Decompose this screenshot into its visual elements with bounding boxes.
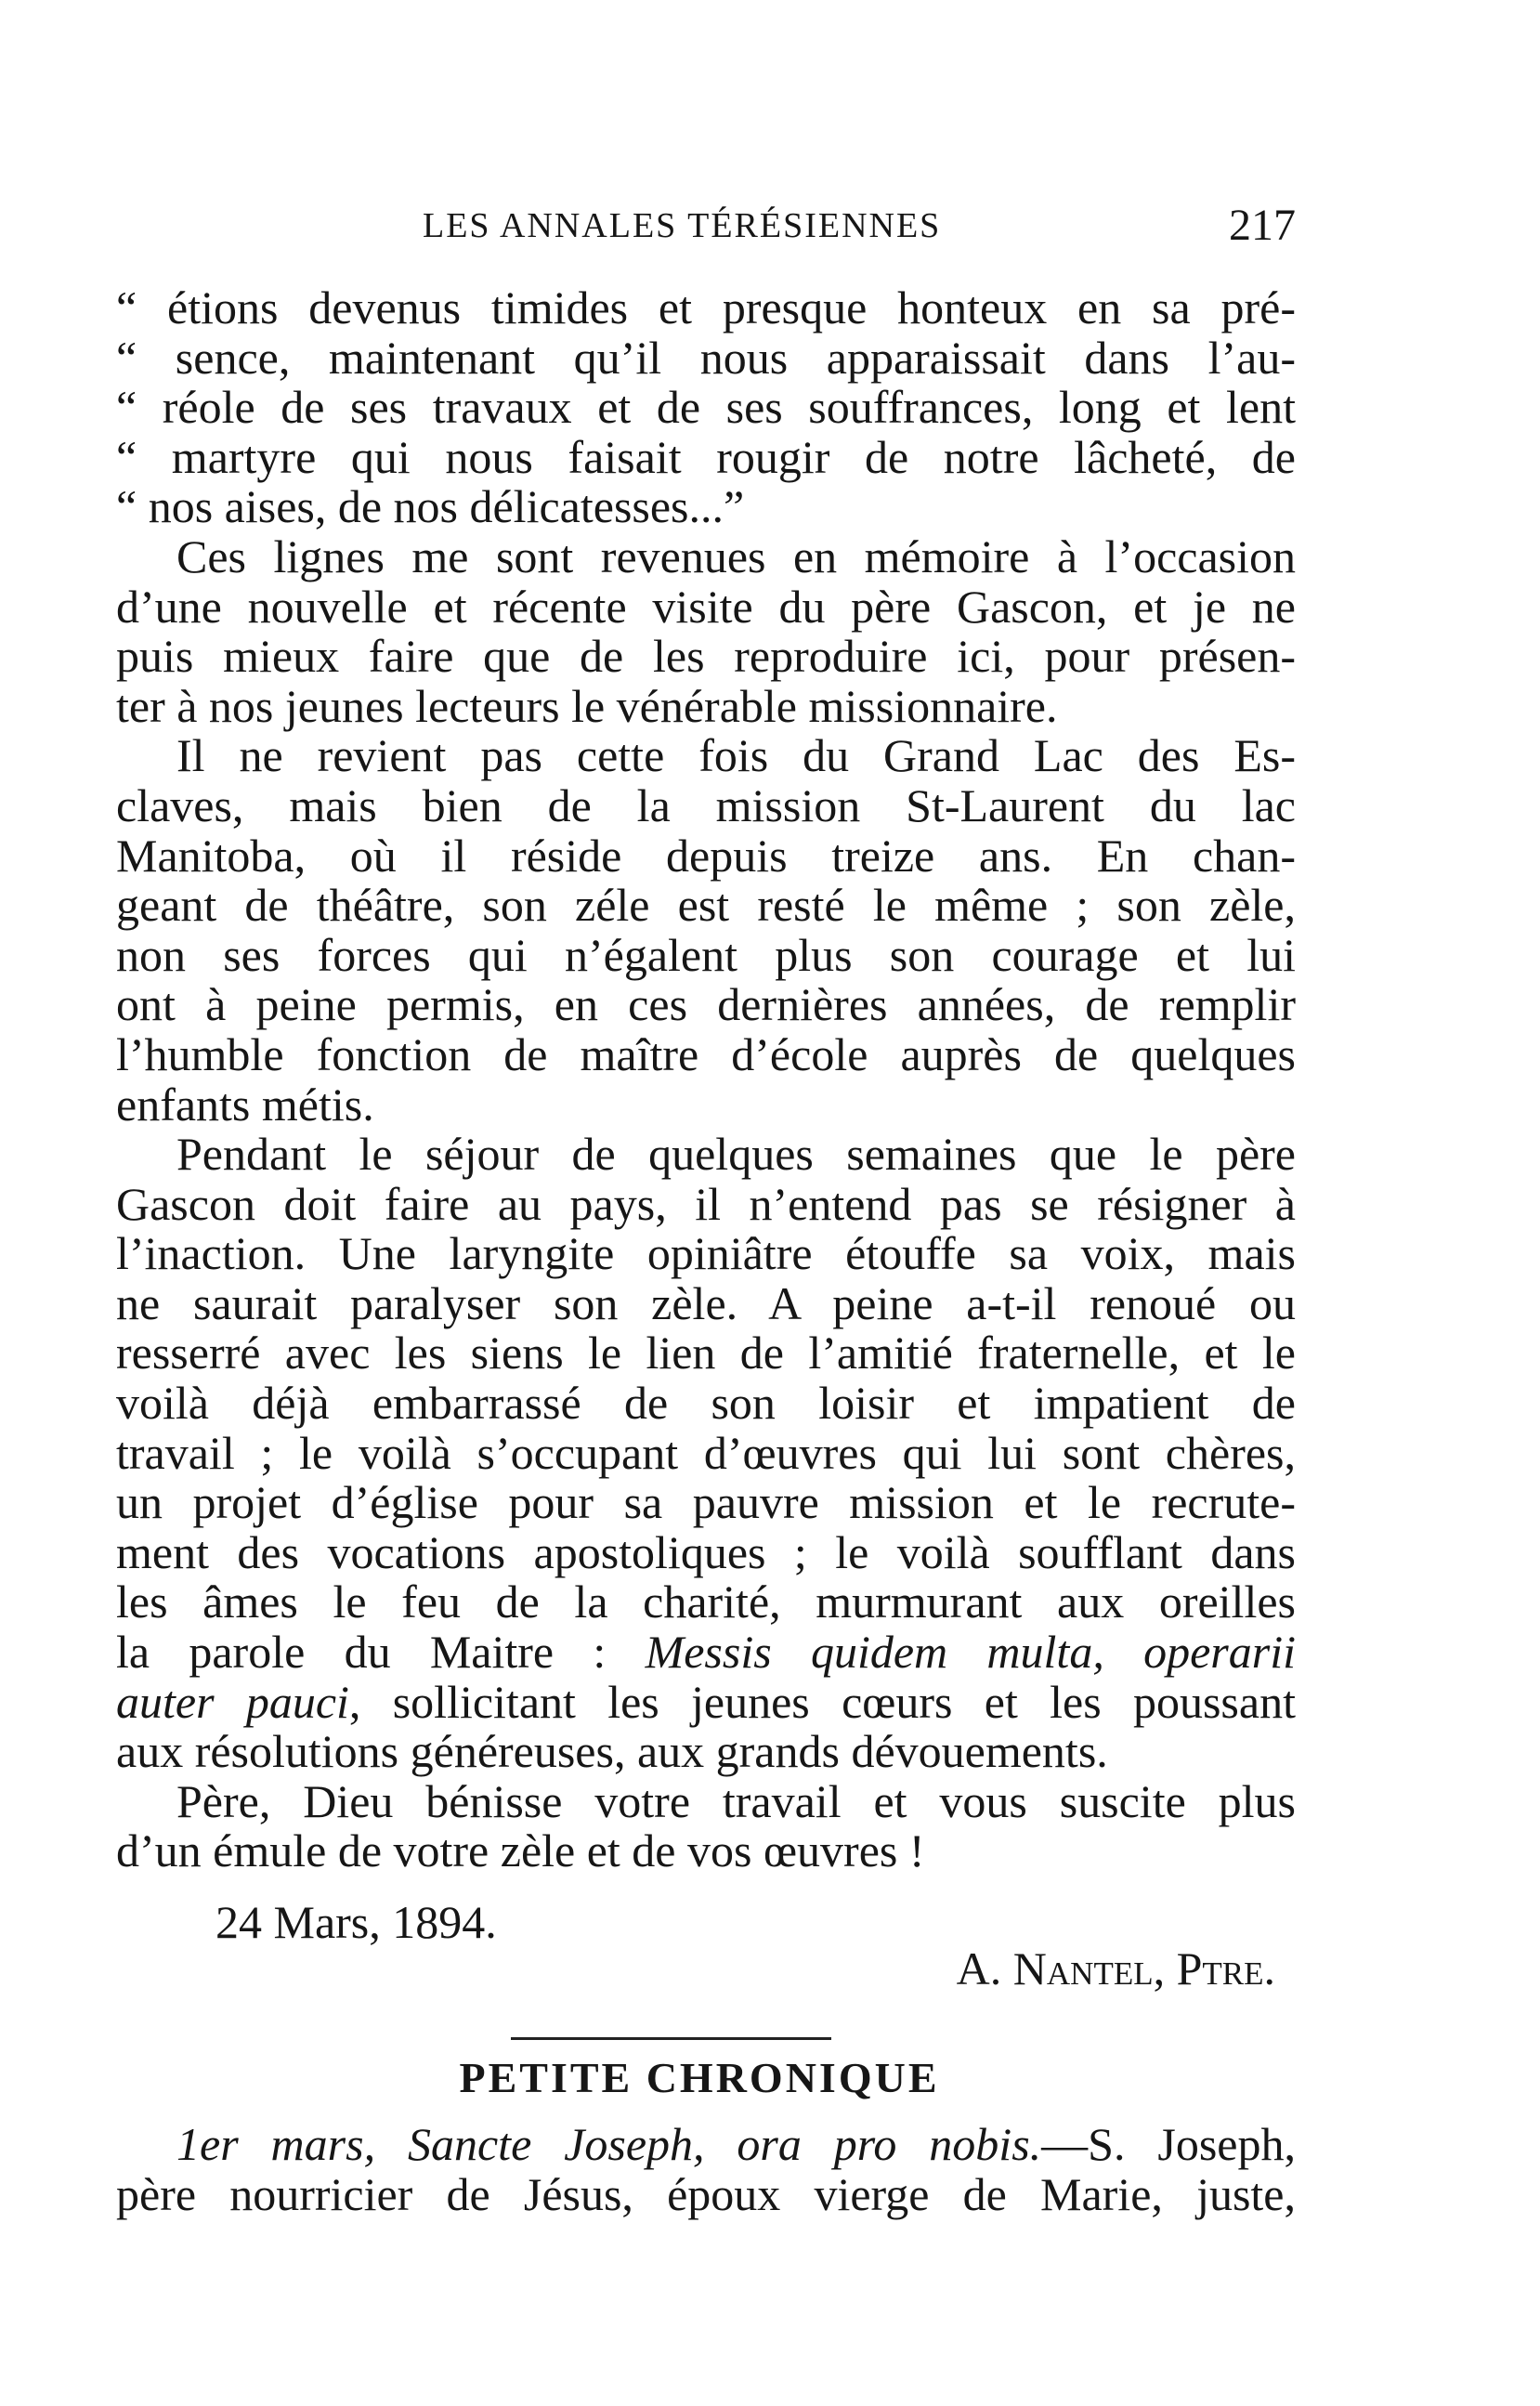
latin-quote-end: auter pauci <box>116 1675 349 1728</box>
body-line-10: Il ne revient pas cette fois du Grand Lac des Es- <box>176 729 1296 782</box>
body-line-11: claves, mais bien de la mission St-Laurent du lac <box>116 778 1296 831</box>
latin-quote-line-2 <box>116 1675 1296 1728</box>
body-line-5: “ nos aises, de nos délicatesses...” <box>116 480 745 533</box>
latin-line-after: , sollicitant les jeunes cœurs et les poussant <box>348 1675 1296 1728</box>
body-line-20: l’inaction. Une laryngite opiniâtre étouffe sa voix, mais <box>116 1227 1296 1280</box>
chronicle-body <box>116 2120 1296 2219</box>
body-line-21: ne saurait paralyser son zèle. A peine a-t-il renoué ou <box>116 1276 1296 1329</box>
body-line-15: ont à peine permis, en ces dernières années, de remplir <box>116 978 1296 1031</box>
article-body <box>116 283 1296 1876</box>
body-line-8: puis mieux faire que de les reproduire ici, pour présen- <box>116 630 1296 683</box>
body-line-25: un projet d’église pour sa pauvre mission et le recrute- <box>116 1476 1296 1529</box>
body-line-23: voilà déjà embarrassé de son loisir et impatient de <box>116 1377 1296 1430</box>
body-line-12: Manitoba, où il réside depuis treize ans. En chan- <box>116 829 1296 882</box>
closing-line-1: aux résolutions généreuses, aux grands dévouements. <box>116 1725 1108 1778</box>
body-line-22: resserré avec les siens le lien de l’amitié fraternelle, et le <box>116 1327 1296 1380</box>
body-line-26: ment des vocations apostoliques ; le voilà soufflant dans <box>116 1525 1296 1578</box>
latin-line-before: la parole du Maitre : <box>116 1626 646 1679</box>
body-line-4: “ martyre qui nous faisait rougir de notre lâcheté, de <box>116 430 1296 483</box>
body-line-24: travail ; le voilà s’occupant d’œuvres qui lui sont chères, <box>116 1426 1296 1479</box>
body-line-13: geant de théâtre, son zéle est resté le même ; son zèle, <box>116 879 1296 932</box>
body-line-19: Gascon doit faire au pays, il n’entend pas se résigner à <box>116 1177 1296 1230</box>
body-line-6: Ces lignes me sont revenues en mémoire à l’occasion <box>176 530 1296 582</box>
body-line-27: les âmes le feu de la charité, murmurant aux oreilles <box>116 1576 1296 1628</box>
date-line: 24 Mars, 1894. <box>215 1896 497 1948</box>
chronicle-invocation: 1er mars, Sancte Joseph, ora pro nobis. <box>176 2118 1042 2170</box>
body-line-17: enfants métis. <box>116 1078 374 1131</box>
section-title: PETITE CHRONIQUE <box>459 2054 940 2101</box>
body-line-16: l’humble fonction de maître d’école auprès de quelques <box>116 1027 1296 1080</box>
latin-quote: Messis quidem multa, operarii <box>645 1626 1296 1679</box>
closing-line-2: Père, Dieu bénisse votre travail et vous suscite plus <box>176 1774 1296 1827</box>
chronicle-line-2: père nourricier de Jésus, époux vierge de Marie, juste, <box>116 2167 1296 2220</box>
closing-line-3: d’un émule de votre zèle et de vos œuvres ! <box>116 1824 925 1877</box>
page-number: 217 <box>1229 201 1296 250</box>
body-line-18: Pendant le séjour de quelques semaines que le père <box>176 1128 1296 1181</box>
chronicle-line-1-rest: —S. Joseph, <box>1041 2118 1296 2170</box>
body-line-2: “ sence, maintenant qu’il nous apparaissait dans l’au- <box>116 331 1296 384</box>
body-line-7: d’une nouvelle et récente visite du père Gascon, et je ne <box>116 580 1296 633</box>
body-line-14: non ses forces qui n’égalent plus son courage et lui <box>116 928 1296 981</box>
body-line-1: “ étions devenus timides et presque honteux en sa pré- <box>116 281 1296 333</box>
section-divider <box>511 2037 831 2040</box>
page-header <box>116 200 1296 255</box>
body-line-3: “ réole de ses travaux et de ses souffrances, long et lent <box>116 381 1296 434</box>
running-title: LES ANNALES TÉRÉSIENNES <box>423 206 942 245</box>
chronicle-line-1 <box>116 2120 1296 2170</box>
body-lines <box>116 283 1296 1628</box>
closing-lines <box>116 1727 1296 1876</box>
body-line-9: ter à nos jeunes lecteurs le vénérable missionnaire. <box>116 679 1058 732</box>
latin-quote-line <box>116 1628 1296 1678</box>
signature: A. Nantel, Ptre. <box>956 1942 1275 1994</box>
